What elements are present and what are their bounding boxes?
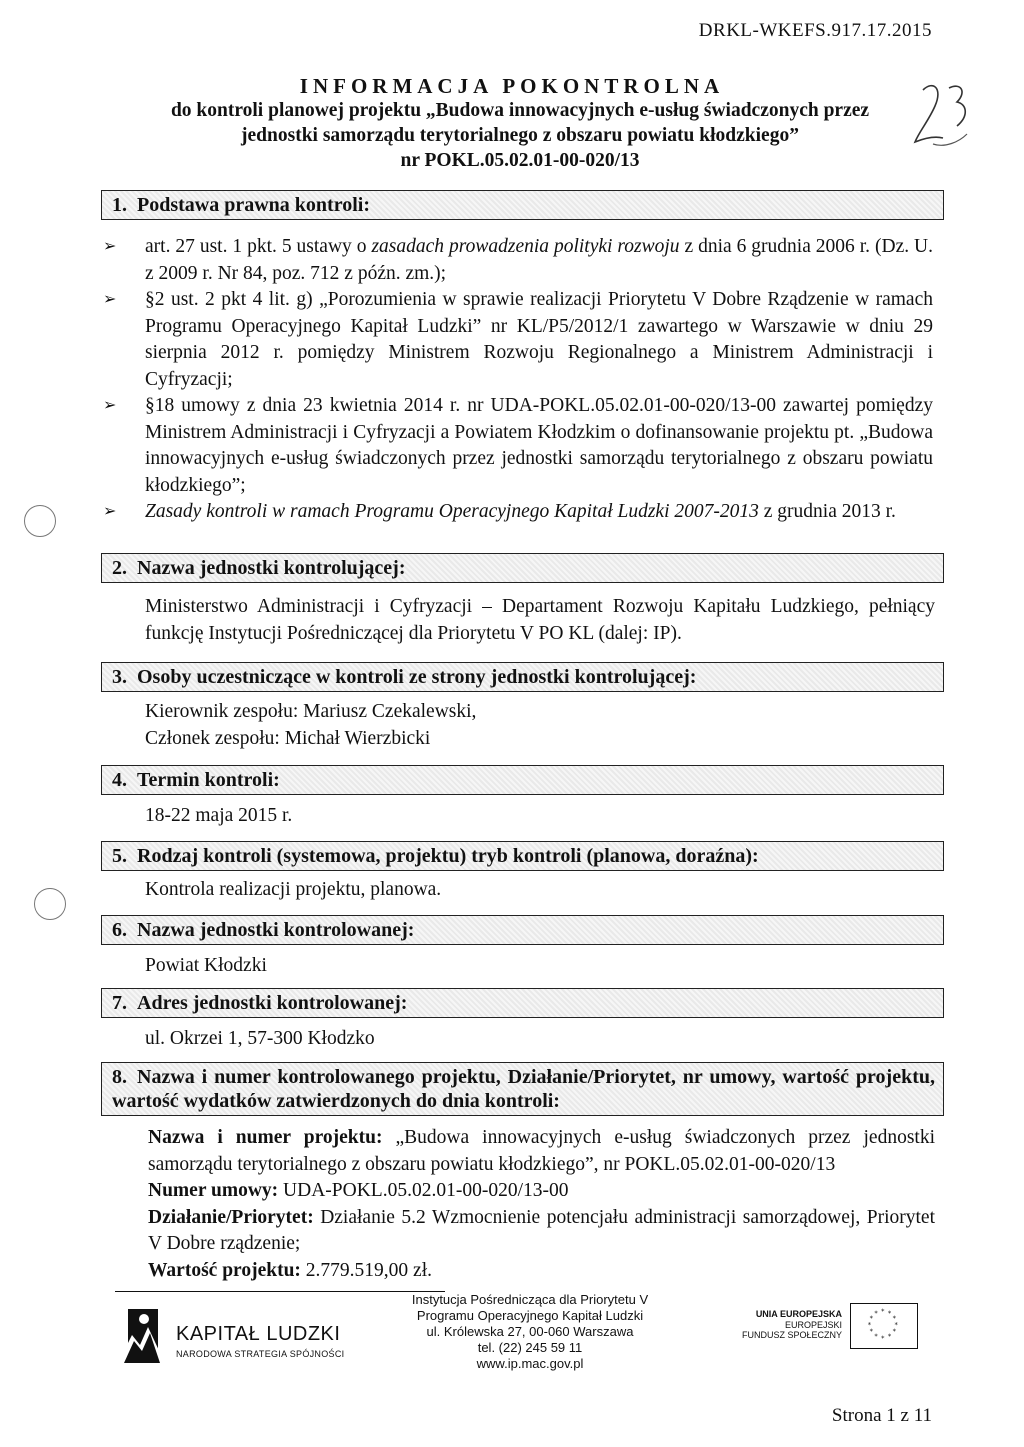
svg-text:*: * xyxy=(874,1309,878,1318)
document-reference: DRKL-WKEFS.917.17.2015 xyxy=(698,20,932,41)
section-5-header xyxy=(101,841,944,871)
institution-contact xyxy=(400,1292,660,1372)
section-6-header xyxy=(101,915,944,945)
section-number: 5. xyxy=(112,845,127,867)
section-8-header xyxy=(101,1062,944,1116)
list-item: ➢ §2 ust. 2 pkt 4 lit. g) „Porozumienia w sprawie realizacji Priorytetu V Dobre Rządzenie w ramach Programu Operacyjnego Kapitał Ludzki” nr KL/P5/2012/1 zawartego w Warszawie w dniu 29 sierpnia 2012 r. pomiędzy Ministrem Rozwoju Regionalnego a Ministrem Administracji i Cyfryzacji; xyxy=(103,289,933,390)
footer-divider xyxy=(115,1291,445,1292)
institution-line: Instytucja Pośrednicząca dla Priorytetu V xyxy=(411,1292,649,1307)
institution-website: www.ip.mac.gov.pl xyxy=(476,1356,584,1371)
svg-text:*: * xyxy=(881,1334,885,1343)
institution-address: ul. Królewska 27, 00-060 Warszawa xyxy=(426,1324,634,1339)
project-name: Nazwa i numer projektu: „Budowa innowacyjnych e-usług świadczonych przez jednostki samorządu terytorialnego z obszaru powiatu kłodzkiego”, nr POKL.05.02.01-00-020/13 xyxy=(148,1127,935,1175)
svg-text:*: * xyxy=(892,1314,896,1323)
svg-text:*: * xyxy=(881,1307,885,1316)
section-3-header xyxy=(101,662,944,692)
punch-hole-mark xyxy=(24,505,56,537)
section-number: 1. xyxy=(112,194,127,216)
svg-text:*: * xyxy=(874,1332,878,1341)
section-title: Nazwa jednostki kontrolującej: xyxy=(137,557,406,579)
eu-union-label: UNIA EUROPEJSKA xyxy=(755,1309,842,1319)
list-item: ➢ §18 umowy z dnia 23 kwietnia 2014 r. nr UDA-POKL.05.02.01-00-020/13-00 zawartej pomiędzy Ministrem Administracji i Cyfryzacji a Powiatem Kłodzkim o dofinansowanie projektu pt. „Budowa innowacyjnych e-usług świadczonych przez jednostki samorządu terytorialnego z obszaru powiatu kłodzkiego”; xyxy=(103,395,933,496)
team-member: Członek zespołu: Michał Wierzbicki xyxy=(145,727,431,749)
section-number: 4. xyxy=(112,769,127,791)
section-title: Termin kontroli: xyxy=(137,769,280,791)
controlling-unit-text: Ministerstwo Administracji i Cyfryzacji – Departament Rozwoju Kapitału Ludzkiego, pełniący funkcję Instytucji Pośredniczącej dla Priorytetu V PO KL (dalej: IP). xyxy=(145,596,935,644)
section-number: 2. xyxy=(112,557,127,579)
section-4-header xyxy=(101,765,944,795)
subtitle-line-3: nr POKL.05.02.01-00-020/13 xyxy=(400,150,640,171)
section-number: 3. xyxy=(112,666,127,688)
team-text xyxy=(145,699,935,752)
team-leader: Kierownik zespołu: Mariusz Czekalewski, xyxy=(145,701,477,722)
project-contract: Numer umowy: UDA-POKL.05.02.01-00-020/13-00 xyxy=(148,1180,569,1201)
section-number: 7. xyxy=(112,992,127,1014)
arrow-bullet-icon: ➢ xyxy=(103,397,117,414)
arrow-bullet-icon: ➢ xyxy=(103,238,117,255)
section-2-header xyxy=(101,553,944,583)
section-title: Nazwa jednostki kontrolowanej: xyxy=(137,919,415,941)
svg-text:*: * xyxy=(887,1332,892,1341)
svg-text:*: * xyxy=(869,1314,873,1323)
svg-text:*: * xyxy=(894,1320,898,1329)
handwritten-initials xyxy=(905,78,975,158)
eu-flag-icon xyxy=(850,1303,918,1349)
arrow-bullet-icon: ➢ xyxy=(103,291,117,308)
section-title: Osoby uczestniczące w kontroli ze strony jednostki kontrolującej: xyxy=(137,666,697,688)
project-value: Wartość projektu: 2.779.519,00 zł. xyxy=(148,1259,432,1281)
institution-phone: tel. (22) 245 59 11 xyxy=(477,1340,583,1355)
kapital-ludzki-logo xyxy=(118,1305,418,1365)
control-date-text: 18-22 maja 2015 r. xyxy=(145,805,293,826)
project-priority: Działanie/Priorytet: Działanie 5.2 Wzmocnienie potencjału administracji samorządowej, Priorytet V Dobre rządzenie; xyxy=(148,1206,935,1254)
controlled-unit-text: Powiat Kłodzki xyxy=(145,955,267,976)
subtitle-line-1: do kontroli planowej projektu „Budowa innowacyjnych e-usług świadczonych przez xyxy=(170,100,870,121)
section-title: Nazwa i numer kontrolowanego projektu, Działanie/Priorytet, nr umowy, wartość projektu, wartość wydatków zatwierdzonych do dnia kontroli: xyxy=(112,1066,935,1112)
section-title: Podstawa prawna kontroli: xyxy=(137,194,370,216)
address-text: ul. Okrzei 1, 57-300 Kłodzko xyxy=(145,1028,375,1049)
arrow-bullet-icon: ➢ xyxy=(103,503,117,520)
list-item: ➢ Zasady kontroli w ramach Programu Operacyjnego Kapitał Ludzki 2007-2013 z grudnia 2013 r. xyxy=(103,499,933,526)
eu-fund-label: EUROPEJSKI xyxy=(784,1319,842,1330)
page-subtitle xyxy=(120,98,920,173)
kapital-ludzki-subtitle: NARODOWA STRATEGIA SPÓJNOŚCI xyxy=(176,1349,345,1359)
legal-basis-list xyxy=(103,234,933,526)
section-number: 6. xyxy=(112,919,127,941)
page-title: INFORMACJA POKONTROLNA xyxy=(299,74,725,98)
svg-text:*: * xyxy=(887,1309,892,1318)
section-title: Rodzaj kontroli (systemowa, projektu) tryb kontroli (planowa, doraźna): xyxy=(137,845,759,867)
svg-text:*: * xyxy=(869,1327,873,1336)
institution-line: Programu Operacyjnego Kapitał Ludzki xyxy=(416,1308,644,1323)
section-7-header xyxy=(101,988,944,1018)
svg-text:*: * xyxy=(892,1327,896,1336)
eu-logo-text xyxy=(738,1309,842,1341)
section-number: 8. xyxy=(112,1066,127,1088)
section-1-header xyxy=(101,190,944,220)
page-number: Strona 1 z 11 xyxy=(831,1405,932,1426)
kapital-ludzki-title: KAPITAŁ LUDZKI xyxy=(176,1323,341,1345)
svg-text:*: * xyxy=(867,1320,872,1329)
project-details xyxy=(148,1125,935,1284)
list-item: ➢ art. 27 ust. 1 pkt. 5 ustawy o zasadach prowadzenia polityki rozwoju z dnia 6 grudnia 2006 r. (Dz. U. z 2009 r. Nr 84, poz. 712 z późn. zm.); xyxy=(103,236,934,284)
section-title: Adres jednostki kontrolowanej: xyxy=(137,992,408,1014)
eu-fund-label: FUNDUSZ SPOŁECZNY xyxy=(741,1330,842,1340)
kapital-ludzki-emblem-icon xyxy=(118,1305,164,1365)
subtitle-line-2: jednostki samorządu terytorialnego z obszaru powiatu kłodzkiego” xyxy=(241,125,799,146)
control-type-text: Kontrola realizacji projektu, planowa. xyxy=(145,879,442,900)
punch-hole-mark xyxy=(34,888,66,920)
